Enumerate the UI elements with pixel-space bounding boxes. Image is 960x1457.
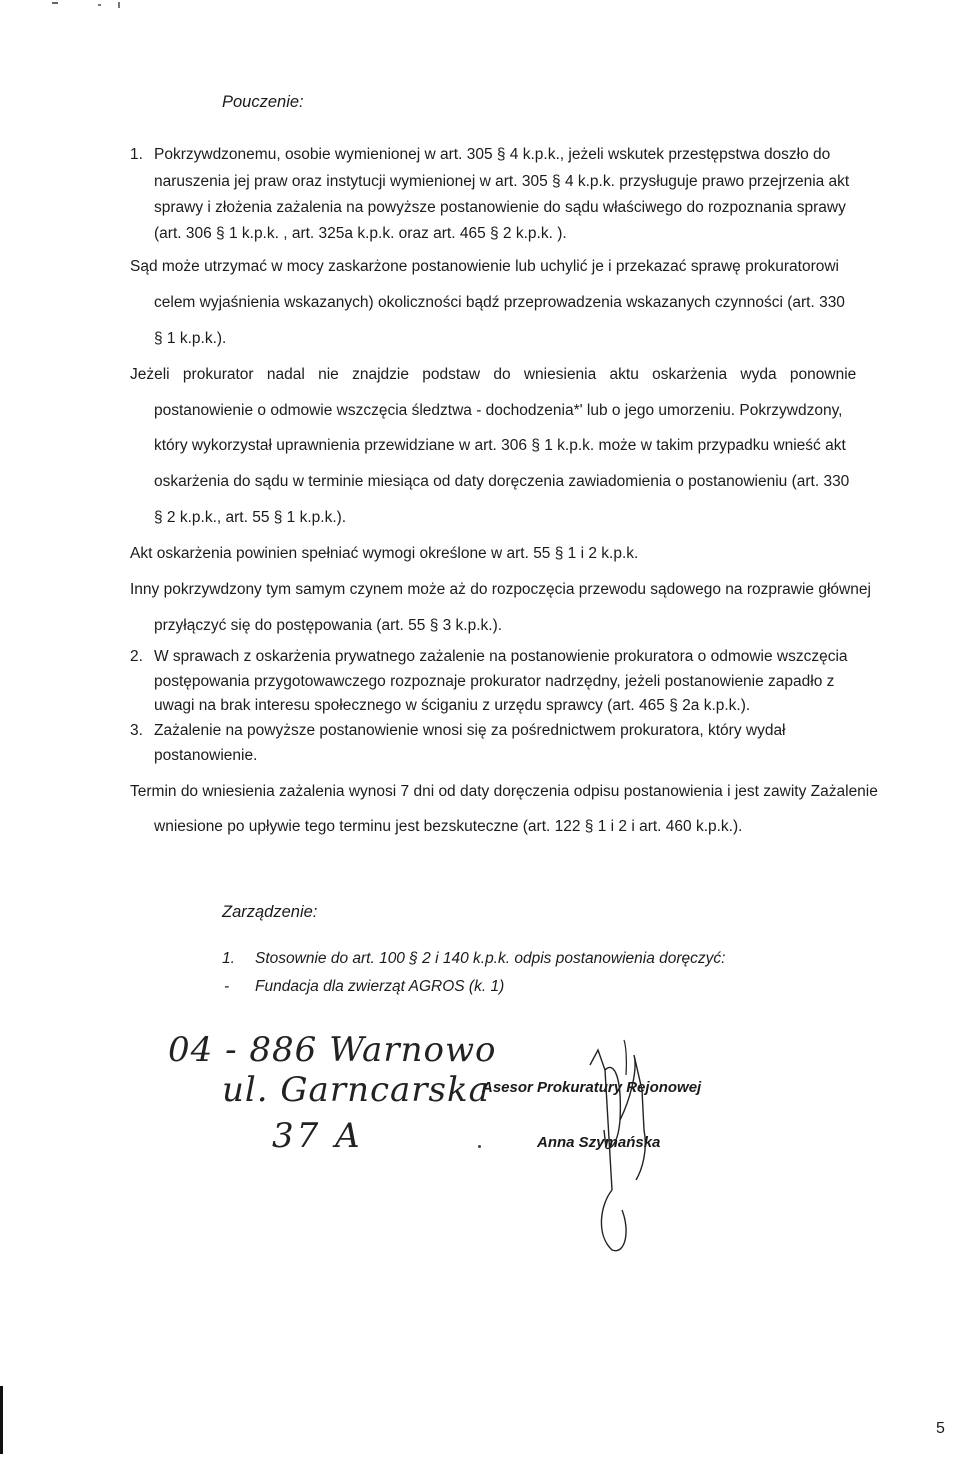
para-jezeli-line: § 2 k.p.k., art. 55 § 1 k.p.k.). (154, 509, 347, 526)
para-inny-line: przyłączyć się do postępowania (art. 55 § 3 k.p.k.). (154, 617, 503, 634)
scan-dot (478, 1145, 481, 1148)
zarzadzenie-dash: - (224, 978, 230, 995)
para-sad-line: Sąd może utrzymać w mocy zaskarżone postanowienie lub uchylić je i przekazać sprawę prokuratorowi (130, 258, 840, 275)
para-sad-line: celem wyjaśnienia wskazanych) okoliczności bądź przeprowadzenia wskazanych czynności (art. 330 (154, 294, 845, 311)
scan-margin-bar (0, 1386, 3, 1454)
para-termin-line: wniesione po upływie tego terminu jest bezskuteczne (art. 122 § 1 i 2 i art. 460 k.p.k.). (154, 818, 743, 835)
para-jezeli-line: oskarżenia do sądu w terminie miesiąca od daty doręczenia zawiadomienia o postanowieniu (art. 330 (154, 473, 850, 490)
zarzadzenie-item-number: 1. (222, 950, 235, 967)
item-2-number: 2. (130, 648, 143, 665)
para-jezeli-line: Jeżeli prokurator nadal nie znajdzie podstaw do wniesienia aktu oskarżenia wyda ponownie (130, 366, 857, 383)
para-jezeli-line: który wykorzystał uprawnienia przewidziane w art. 306 § 1 k.p.k. może w takim przypadku wnieść akt (154, 437, 846, 454)
page-number: 5 (936, 1420, 945, 1437)
zarzadzenie-heading: Zarządzenie: (222, 903, 318, 921)
item-3-line: postanowienie. (154, 747, 258, 764)
para-akt: Akt oskarżenia powinien spełniać wymogi określone w art. 55 § 1 i 2 k.p.k. (130, 545, 639, 562)
para-jezeli-line: postanowienie o odmowie wszczęcia śledztwa - dochodzenia*' lub o jego umorzeniu. Pokrzywdzony, (154, 402, 843, 419)
para-inny-line: Inny pokrzywdzony tym samym czynem może aż do rozpoczęcia przewodu sądowego na rozprawie głównej (130, 581, 871, 598)
signature-name: Anna Szymańska (537, 1134, 661, 1151)
item-3-number: 3. (130, 722, 143, 739)
scan-speck (98, 4, 101, 6)
item-2-line: uwagi na brak interesu społecznego w ściganiu z urzędu sprawcy (art. 465 § 2a k.p.k.). (154, 697, 751, 714)
handwritten-address-line-3: 37 A (272, 1116, 363, 1156)
item-1-line: (art. 306 § 1 k.p.k. , art. 325a k.p.k. oraz art. 465 § 2 k.p.k. ). (154, 225, 567, 242)
item-1-line: sprawy i złożenia zażalenia na powyższe postanowienie do sądu właściwego do rozpoznania sprawy (154, 199, 846, 216)
item-2-line: postępowania przygotowawczego rozpoznaje prokurator nadrzędny, jeżeli postanowienie zapadło z (154, 673, 835, 690)
signature-title: Asesor Prokuratury Rejonowej (482, 1079, 702, 1096)
scan-speck (118, 2, 120, 8)
para-sad-line: § 1 k.p.k.). (154, 330, 227, 347)
handwritten-signature (560, 1030, 680, 1260)
scan-speck (52, 2, 58, 4)
item-1-line: Pokrzywdzonemu, osobie wymienionej w art. 305 § 4 k.p.k., jeżeli wskutek przestępstwa doszło do (154, 146, 831, 163)
item-2-line: W sprawach z oskarżenia prywatnego zażalenie na postanowienie prokuratora o odmowie wszczęcia (154, 648, 848, 665)
item-1-number: 1. (130, 146, 143, 163)
zarzadzenie-recipient: Fundacja dla zwierząt AGROS (k. 1) (255, 978, 505, 995)
zarzadzenie-item-text: Stosownie do art. 100 § 2 i 140 k.p.k. odpis postanowienia doręczyć: (255, 950, 726, 967)
para-termin-line: Termin do wniesienia zażalenia wynosi 7 dni od daty doręczenia odpisu postanowienia i jest zawity Zażalenie (130, 783, 878, 800)
item-3-line: Zażalenie na powyższe postanowienie wnosi się za pośrednictwem prokuratora, który wydał (154, 722, 786, 739)
item-1-line: naruszenia jej praw oraz instytucji wymienionej w art. 305 § 4 k.p.k. przysługuje prawo przejrzenia akt (154, 173, 850, 190)
handwritten-address-line-2: ul. Garncarska (222, 1070, 490, 1110)
page-heading: Pouczenie: (222, 93, 304, 111)
handwritten-address-line-1: 04 - 886 Warnowo (168, 1030, 497, 1070)
